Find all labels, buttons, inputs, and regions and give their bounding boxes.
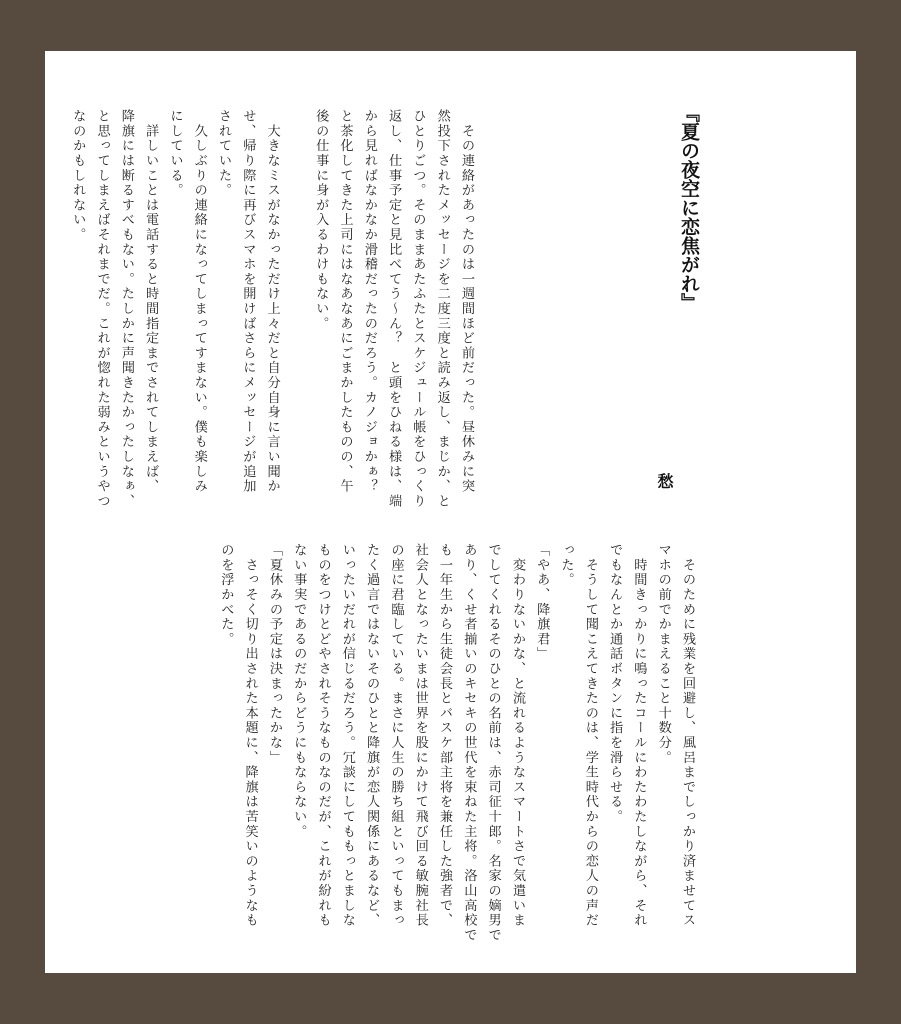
text-line: にしている。 (167, 109, 183, 198)
text-line: そうして聞こえてきたのは、学生時代からの恋人の声だ (582, 543, 598, 928)
story-title: 『夏の夜空に恋焦がれ』 (678, 103, 700, 312)
text-line: ひとりごつ。そのままあたふたとスケジュール帳をひっくり (410, 109, 426, 509)
text-line: 返し、仕事予定と見比べてう〜ん？ と頭をひねる様は、端 (386, 109, 402, 509)
text-line: その連絡があったのは一週間ほど前だった。昼休みに突 (459, 109, 474, 494)
text-line: さっそく切り出された本題に、降旗は苦笑いのようなも (242, 543, 258, 928)
text-line: なのかもしれない。 (70, 109, 86, 243)
text-line: のを浮かべた。 (218, 543, 234, 647)
text-line: そのために残業を回避し、風呂までしっかり済ませてス (680, 543, 695, 928)
text-line: も一年生から生徒会長とバスケ部主将を兼任した強者で、 (437, 543, 453, 928)
text-line: いったいだれが信じるだろう。冗談にしてももっとましな (339, 543, 355, 928)
author-name: 愁 (655, 473, 674, 489)
text-line: 然投下されたメッセージを二度三度と読み返し、まじか、と (434, 109, 450, 509)
text-line: マホの前でかまえること十数分。 (655, 543, 671, 765)
book-page (45, 51, 856, 973)
text-line: 「やあ、降旗君」 (534, 543, 550, 662)
text-line: でもなんとか通話ボタンに指を滑らせる。 (607, 543, 623, 825)
text-line: から見ればなかなか滑稽だったのだろう。カノジョかぁ？ (361, 109, 377, 494)
blank-line (284, 109, 308, 519)
text-line: たく過言ではないそのひとと降旗が恋人関係にあるなど、 (364, 543, 380, 928)
text-line: でしてくれるそのひとの名前は、赤司征十郎。名家の嫡男で (485, 543, 501, 943)
text-line: 社会人となったいまは世界を股にかけて飛び回る敏腕社長 (412, 543, 428, 928)
text-line: 「夏休みの予定は決まったかな」 (266, 543, 282, 765)
text-line: 大きなミスがなかっただけ上々だと自分自身に言い聞か (264, 109, 280, 494)
text-line: と思ってしまえばそれまでだ。これが惚れた弱みというやつ (94, 109, 110, 509)
text-line: されていた。 (216, 109, 232, 198)
text-line: ものをつけとどやされそうなものなのだが、これが紛れも (315, 543, 331, 928)
lower-text-block (213, 543, 699, 963)
text-line: の座に君臨している。まさに人生の勝ち組といってもまっ (388, 543, 404, 928)
text-line: 時間きっかりに鳴ったコールにわたわたしながら、それ (631, 543, 647, 928)
text-line: あり、くせ者揃いのキセキの世代を束ねた主将。洛山高校で (461, 543, 477, 943)
text-line: せ、帰り際に再びスマホを開けばさらにメッセージが追加 (240, 109, 256, 494)
upper-text-block (65, 109, 478, 519)
text-line: 久しぶりの連絡になってしまってすまない。僕も楽しみ (191, 109, 207, 494)
text-line: った。 (558, 543, 574, 588)
text-line: 後の仕事に身が入るわけもない。 (313, 109, 329, 331)
text-line: 降旗には断るすべもない。たしかに声聞きたかったしなぁ、 (118, 109, 134, 509)
text-line: ない事実であるのだからどうにもならない。 (291, 543, 307, 839)
text-line: 詳しいことは電話すると時間指定までされてしまえば、 (143, 109, 159, 494)
text-line: 変わりないかな、と流れるようなスマートさで気遣いま (509, 543, 525, 928)
text-line: と茶化してきた上司にはなあなあにごまかしたものの、午 (337, 109, 353, 494)
